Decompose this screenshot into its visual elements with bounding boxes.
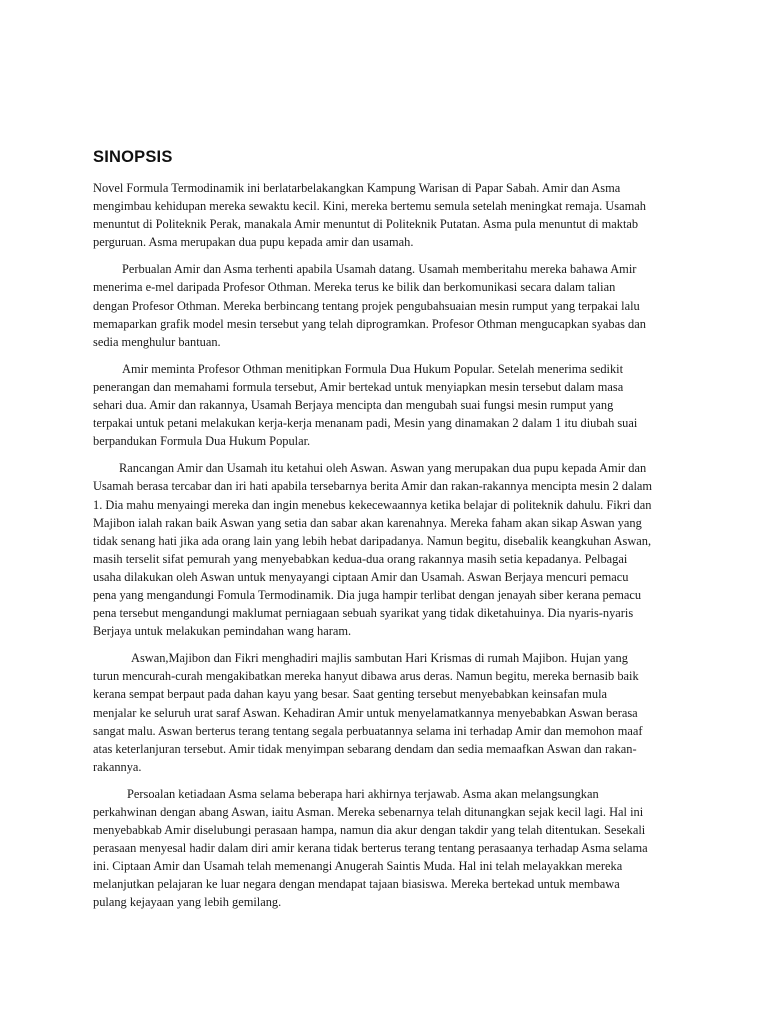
paragraph-2: Perbualan Amir dan Asma terhenti apabila Usamah datang. Usamah memberitahu mereka bahawa Amir menerima e-mel daripada Profesor Othman. Mereka terus ke bilik dan berkomunikasi secara dalam talian dengan Profesor Othman. Mereka berbincang tentang projek pengubahsuaian mesin rumput yang terpakai lalu memaparkan grafik model mesin tersebut yang telah diprogramkan. Profesor Othman mengucapkan syabas dan sedia menghulur bantuan. bbox=[93, 262, 646, 349]
page-title: SINOPSIS bbox=[93, 148, 173, 166]
paragraph-4: Rancangan Amir dan Usamah itu ketahui oleh Aswan. Aswan yang merupakan dua pupu kepada Amir dan Usamah berasa tercabar dan iri hati apabila tersebarnya berita Amir dan rakan-rakannya mencipta mesin 2 dalam 1. Dia mahu menyaingi mereka dan ingin menebus kekecewaannya ketika belajar di politeknik dahulu. Fikri dan Majibon ialah rakan baik Aswan yang setia dan sabar akan karenahnya. Mereka faham akan sikap Aswan yang tidak senang hati jika ada orang lain yang lebih hebat daripadanya. Namun begitu, disebalik keangkuhan Aswan, masih terselit sifat pemurah yang menyebabkan kedua-dua orang rakannya masih setia kepadanya. Pelbagai usaha dilakukan oleh Aswan untuk menyayangi ciptaan Amir dan Usamah. Aswan Berjaya mencuri pemacu pena yang mengandungi Fomula Termodinamik. Dia juga hampir terlibat dengan jenayah siber kerana pemacu pena tersebut mengandungi maklumat perniagaan sebuah syarikat yang tidak diketahuinya. Dia nyaris-nyaris Berjaya untuk melakukan pemindahan wang haram. bbox=[93, 461, 653, 639]
document-body bbox=[93, 179, 653, 921]
paragraph-5: Aswan,Majibon dan Fikri menghadiri majlis sambutan Hari Krismas di rumah Majibon. Hujan yang turun mencurah-curah mengakibatkan mereka hanyut dibawa arus deras. Namun begitu, mereka bernasib baik kerana sempat berpaut pada dahan kayu yang besar. Saat genting tersebut menyebabkan keinsafan mula menjalar ke seluruh urat saraf Aswan. Kehadiran Amir untuk menyelamatkannya menyebabkan Aswan berasa sangat malu. Aswan berterus terang tentang segala perbuatannya selama ini terhadap Amir dan memohon maaf atas keterlanjuran tersebut. Amir tidak menyimpan sebarang dendam dan sedia memaafkan Aswan dan rakan-rakannya. bbox=[93, 651, 643, 774]
paragraph-1: Novel Formula Termodinamik ini berlatarbelakangkan Kampung Warisan di Papar Sabah. Amir dan Asma mengimbau kehidupan mereka sewaktu kecil. Kini, mereka bertemu semula setelah meningkat remaja. Usamah menuntut di Politeknik Perak, manakala Amir menuntut di Politeknik Putatan. Asma pula menuntut di maktab perguruan. Asma merupakan dua pupu kepada amir dan usamah. bbox=[93, 181, 646, 250]
paragraph-6: Persoalan ketiadaan Asma selama beberapa hari akhirnya terjawab. Asma akan melangsungkan perkahwinan dengan abang Aswan, iaitu Asman. Mereka sebenarnya telah ditunangkan sejak kecil lagi. Hal ini menyebabkab Amir diselubungi perasaan hampa, namun dia akur dengan takdir yang telah ditentukan. Sesekali perasaan menyesal hadir dalam diri amir kerana tidak berterus terang tentang perasaanya terhadap Asma selama ini. Ciptaan Amir dan Usamah telah memenangi Anugerah Saintis Muda. Hal ini telah melayakkan mereka melanjutkan pelajaran ke luar negara dengan mendapat tajaan biasiswa. Mereka bertekad untuk membawa pulang kejayaan yang lebih gemilang. bbox=[93, 786, 648, 910]
paragraph-3: Amir meminta Profesor Othman menitipkan Formula Dua Hukum Popular. Setelah menerima sedikit penerangan dan memahami formula tersebut, Amir bertekad untuk menyiapkan mesin tersebut dalam masa sehari dua. Amir dan rakannya, Usamah Berjaya mencipta dan mengubah suai fungsi mesin rumput yang terpakai untuk petani melakukan kerja-kerja menanam padi, Mesin yang dinamakan 2 dalam 1 itu diubah suai berpandukan Formula Dua Hukum Popular. bbox=[93, 361, 638, 449]
